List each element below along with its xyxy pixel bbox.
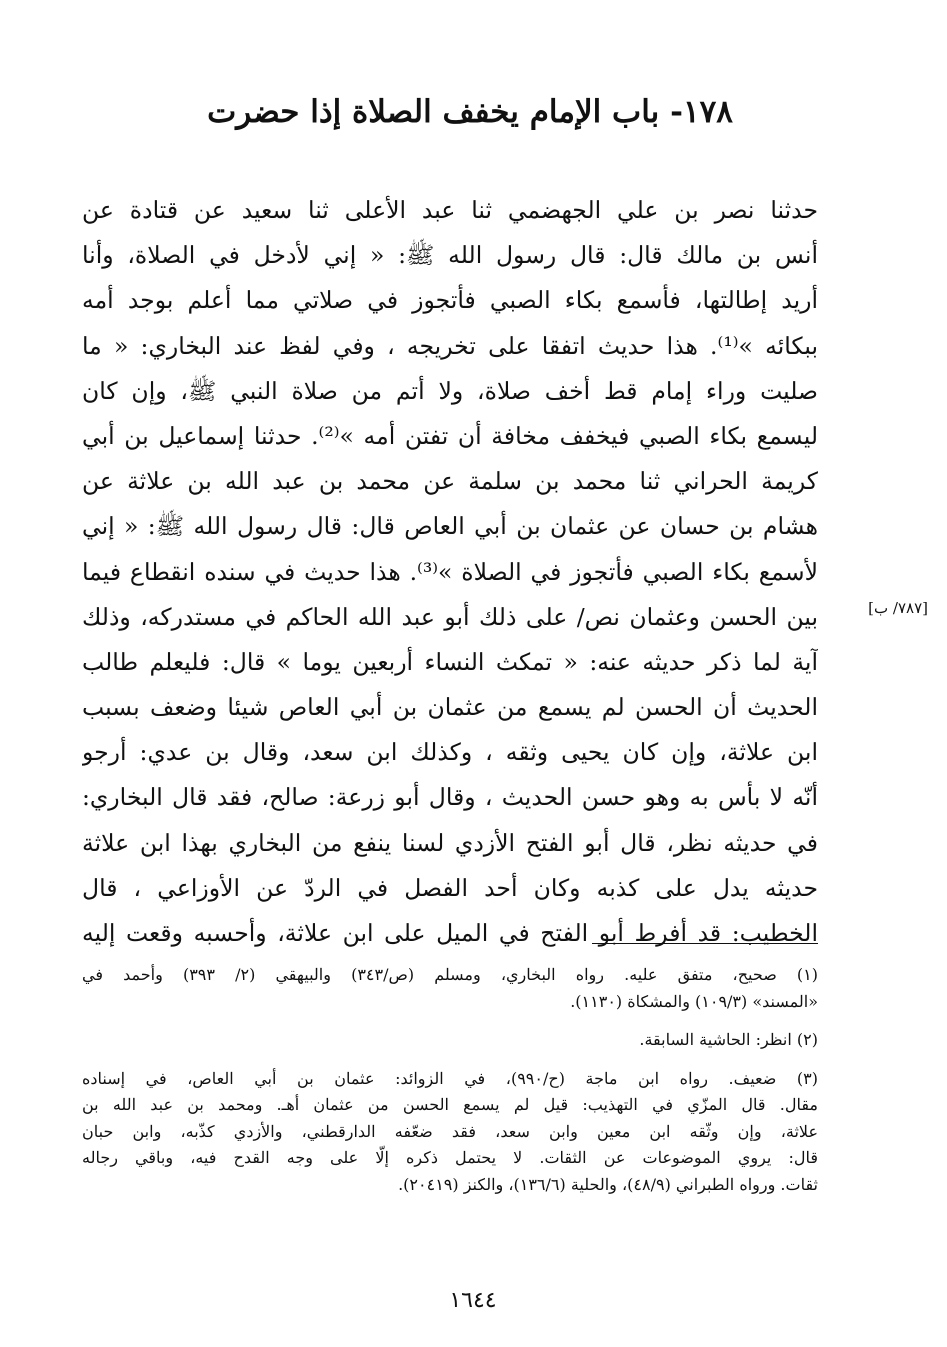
text-line: حدثنا نصر بن علي الجهضمي ثنا عبد الأعلى ثنا سعيد عن قتادة عن bbox=[82, 196, 818, 224]
manuscript-folio-marker: [٧٨٧/ ب] bbox=[868, 599, 928, 617]
text-line: لأسمع بكاء الصبي فأتجوز في الصلاة »⁽³⁾. هذا حديث في سنده انقطاع فيما bbox=[82, 557, 818, 586]
text-line: ببكائه »⁽¹⁾. هذا حديث اتفقا على تخريجه ، وفي لفظ عند البخاري: « ما bbox=[82, 331, 818, 360]
text-line: ابن علاثة، وإن كان يحيى وثقه ، وكذلك ابن سعد، وقال بن عدي: أرجو bbox=[82, 738, 818, 767]
text-line: ليسمع بكاء الصبي فيخفف مخافة أن تفتن أمه »⁽²⁾. حدثنا إسماعيل بن أبي bbox=[82, 421, 818, 450]
text-line: الخطيب: قد أفرط أبو الفتح في الميل على ابن علاثة، وأحسبه وقعت إليه bbox=[82, 919, 818, 947]
footnote-line: (١) صحيح، متفق عليه. رواه البخاري، ومسلم (ص/٣٤٣) والبيهقي (٢/ ٣٩٣) وأحمد في bbox=[82, 965, 818, 984]
text-line: أنس بن مالك قال: قال رسول الله ﷺ: « إني لأدخل في الصلاة، وأنا bbox=[82, 241, 818, 270]
footnote-line: «المسند» (١٠٩/٣) والمشكاة (١١٣٠). bbox=[570, 991, 818, 1011]
footnote-line: (٢) انظر: الحاشية السابقة. bbox=[639, 1030, 818, 1049]
footnote-line: (٣) ضعيف. رواه ابن ماجة (ح/٩٩٠)، في الزوائد: عثمان بن أبي العاص، في إسناده bbox=[82, 1068, 818, 1088]
footnote-1 bbox=[82, 962, 818, 1015]
footnote-line: مقال. قال المزّي في التهذيب: قيل لم يسمع الحسن من عثمان أهـ. ومحمد بن عبد الله بن bbox=[82, 1095, 818, 1114]
chapter-title: ١٧٨- باب الإمام يخفف الصلاة إذا حضرت bbox=[207, 94, 733, 130]
text-line: آية لما ذكر حديثه عنه: « تمكث النساء أربعين يوما » قال: فليعلم طالب bbox=[82, 647, 818, 676]
footnote-line: ثقات. ورواه الطبراني (٤٨/٩)، والحلية (١٣٦/٦)، والكنز (٢٠٤١٩). bbox=[398, 1174, 818, 1194]
text-line: بين الحسن وعثمان نص/ على ذلك أبو عبد الله الحاكم في مستدركه، وذلك bbox=[82, 602, 818, 631]
text-line: كريمة الحراني ثنا محمد بن سلمة عن محمد بن عبد الله بن علاثة عن bbox=[82, 467, 818, 496]
footnote-2 bbox=[82, 1027, 818, 1054]
page-number: ١٦٤٤ bbox=[449, 1288, 497, 1313]
text-line: صليت وراء إمام قط أخف صلاة، ولا أتم من صلاة النبي ﷺ، وإن كان bbox=[82, 376, 818, 405]
footnote-line: علاثة، وإن وثّقه ابن معين وابن سعد، فقد ضعّفه الدارقطني، والأزدي كذّبه، وابن حبان bbox=[82, 1121, 818, 1141]
footnotes bbox=[82, 962, 818, 1210]
text-line: حديثه يدل على كذبه وكان أحد الفصل في الردّ عن الأوزاعي ، قال bbox=[82, 873, 818, 902]
footnote-3 bbox=[82, 1066, 818, 1199]
main-text bbox=[82, 188, 818, 956]
footnote-line: قال: يروي الموضوعات عن الثقات. لا يحتمل ذكره إلّا على وجه القدح فيه، وباقي رجاله bbox=[82, 1148, 818, 1167]
text-line: في حديثه نظر، قال أبو الفتح الأزدي لسنا ينفع من البخاري بهذا ابن علاثة bbox=[82, 828, 818, 857]
text-line: أريد إطالتها، فأسمع بكاء الصبي فأتجوز في صلاتي مما أعلم بوجد أمه bbox=[82, 286, 818, 315]
text-line: هشام بن حسان عن عثمان بن أبي العاص قال: قال رسول الله ﷺ: « إني bbox=[82, 512, 818, 541]
footnote-separator bbox=[592, 943, 818, 944]
text-line: أنّه لا بأس به وهو حسن الحديث ، وقال أبو زرعة: صالح، فقد قال البخاري: bbox=[82, 783, 818, 812]
text-line: الحديث أن الحسن لم يسمع من عثمان بن أبي العاص شيئا وضعف بسبب bbox=[82, 693, 818, 722]
